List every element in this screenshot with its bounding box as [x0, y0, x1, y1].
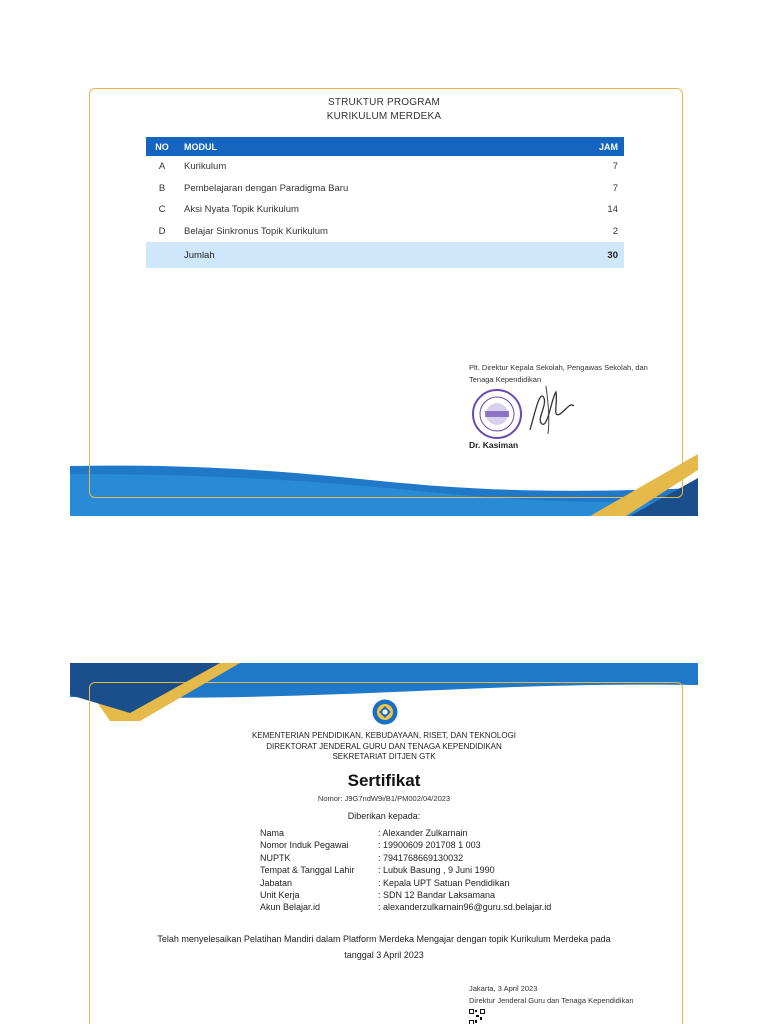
structure-title-line2: KURIKULUM MERDEKA [326, 111, 442, 122]
row-module: Kurikulum [184, 161, 227, 173]
recipient-fields [260, 827, 551, 914]
field-row [260, 889, 551, 901]
place-date: Jakarta, 3 April 2023 [469, 984, 538, 993]
field-row [260, 839, 551, 851]
field-label: Akun Belajar.id [260, 902, 321, 913]
field-row [260, 852, 551, 864]
ministry-logo-icon [372, 699, 398, 725]
row-hours: 14 [607, 204, 618, 216]
completion-line1: Telah menyelesaikan Pelatihan Mandiri dalam Platform Merdeka Mengajar dengan topik Kurikulum Merdeka pada [157, 934, 611, 944]
field-value: : alexanderzulkarnain96@guru.sd.belajar.id [378, 902, 552, 913]
field-label: Nama [260, 828, 285, 838]
field-label: Unit Kerja [260, 890, 300, 901]
field-label: Tempat & Tanggal Lahir [260, 865, 355, 876]
field-row [260, 877, 551, 889]
row-no: B [158, 182, 166, 194]
signatory-title: Direktur Jenderal Guru dan Tenaga Kependidikan [469, 996, 634, 1005]
certificate-number: Nomor: J9G7ndW9i/B1/PM002/04/2023 [317, 794, 451, 803]
structure-signatory-name: Dr. Kasiman [469, 440, 519, 450]
row-module: Belajar Sinkronus Topik Kurikulum [184, 225, 328, 237]
total-hours: 30 [557, 242, 624, 268]
row-no: D [158, 225, 166, 237]
row-module: Pembelajaran dengan Paradigma Baru [184, 182, 349, 194]
field-row [260, 901, 551, 913]
signatory-title-line1: Plt. Direktur Kepala Sekolah, Pengawas Sekolah, dan [469, 363, 648, 372]
row-hours: 7 [612, 182, 618, 194]
certificate-signatory [469, 983, 634, 1007]
ministry-name: KEMENTERIAN PENDIDIKAN, KEBUDAYAAN, RISET, DAN TEKNOLOGI [251, 731, 517, 740]
field-label: Jabatan [260, 877, 293, 888]
field-value: : Kepala UPT Satuan Pendidikan [378, 877, 510, 888]
field-value: : 19900609 201708 1 003 [378, 840, 481, 851]
field-value: : 7941768669130032 [378, 852, 464, 863]
field-row [260, 827, 551, 839]
field-value: : Alexander Zulkarnain [378, 828, 468, 838]
field-value: : SDN 12 Bandar Laksamana [378, 890, 496, 901]
header-no: NO [146, 137, 178, 156]
row-no: C [158, 204, 166, 216]
field-value: : Lubuk Basung , 9 Juni 1990 [378, 865, 495, 876]
field-label: Nomor Induk Pegawai [260, 840, 349, 851]
total-label: Jumlah [178, 242, 557, 268]
field-label: NUPTK [260, 852, 291, 863]
header-module: MODUL [178, 137, 557, 156]
certificate-title: Sertifikat [347, 771, 421, 790]
directorate-name: DIREKTORAT JENDERAL GURU DAN TENAGA KEPENDIDIKAN [266, 741, 502, 751]
certificate-header [70, 731, 698, 763]
signatory-title-line2: Tenaga Kependidikan [469, 375, 542, 384]
completion-line2: tanggal 3 April 2023 [344, 950, 424, 960]
row-hours: 7 [612, 161, 618, 173]
row-hours: 2 [612, 225, 618, 237]
secretariat-name: SEKRETARIAT DITJEN GTK [332, 752, 436, 761]
structure-title-line1: STRUKTUR PROGRAM [327, 97, 441, 108]
completion-statement [130, 931, 638, 963]
row-module: Aksi Nyata Topik Kurikulum [184, 204, 299, 216]
page-frame [89, 88, 683, 498]
field-row [260, 864, 551, 876]
qr-code-icon [469, 1009, 485, 1024]
certificate-page [70, 663, 698, 1024]
header-hours: JAM [557, 137, 624, 156]
structure-page [70, 72, 698, 516]
row-no: A [158, 161, 166, 173]
given-to-label: Diberikan kepada: [347, 811, 421, 821]
